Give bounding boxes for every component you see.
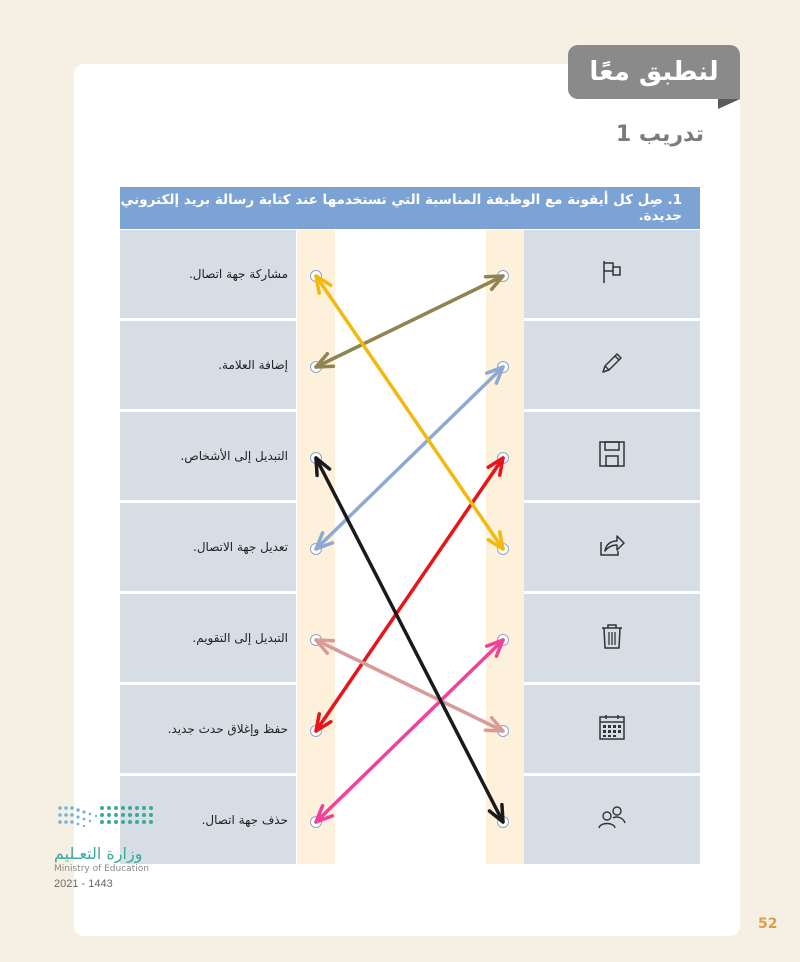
matching-table: [120, 230, 700, 864]
function-label: مشاركة جهة اتصال.: [188, 267, 288, 281]
function-cell: [120, 230, 296, 318]
matching-row: [120, 412, 700, 502]
icon-dot[interactable]: [497, 543, 509, 555]
icon-cell: [524, 685, 700, 773]
matching-row: [120, 776, 700, 866]
function-cell: [120, 321, 296, 409]
matching-row: [120, 594, 700, 684]
function-cell: [120, 594, 296, 682]
people-icon: [596, 804, 628, 836]
ministry-logo-mark: [54, 800, 154, 834]
icon-dot[interactable]: [497, 634, 509, 646]
page-number: 52: [758, 916, 778, 932]
function-dot[interactable]: [310, 816, 322, 828]
ribbon-fold: [718, 99, 740, 109]
function-cell: [120, 503, 296, 591]
matching-row: [120, 230, 700, 320]
icon-cell: [524, 503, 700, 591]
ministry-name-arabic: وزارة التعـليم: [54, 844, 143, 863]
matching-row: [120, 321, 700, 411]
save-icon: [597, 439, 627, 473]
function-label: تعديل جهة الاتصال.: [193, 540, 288, 554]
function-dot[interactable]: [310, 543, 322, 555]
icon-cell: [524, 594, 700, 682]
pencil-icon: [598, 349, 626, 381]
function-label: إضافة العلامة.: [218, 358, 288, 372]
function-label: التبديل إلى الأشخاص.: [180, 449, 288, 463]
matching-row: [120, 685, 700, 775]
function-cell: [120, 412, 296, 500]
icon-cell: [524, 776, 700, 864]
function-dot[interactable]: [310, 725, 322, 737]
instruction-text: 1. صِل كل أيقونة مع الوظيفة المناسبة التي تستخدمها عند كتابة رسالة بريد إلكتروني جديدة.: [120, 192, 682, 224]
icon-cell: [524, 321, 700, 409]
function-label: حفظ وإغلاق حدث جديد.: [167, 722, 288, 736]
icon-cell: [524, 230, 700, 318]
trash-icon: [598, 621, 626, 655]
icon-dot[interactable]: [497, 452, 509, 464]
flag-icon: [598, 258, 626, 290]
icon-dot[interactable]: [497, 816, 509, 828]
function-dot[interactable]: [310, 270, 322, 282]
share-icon: [597, 530, 627, 564]
function-label: التبديل إلى التقويم.: [192, 631, 288, 645]
function-dot[interactable]: [310, 452, 322, 464]
instruction-bar: [120, 187, 700, 229]
icon-dot[interactable]: [497, 725, 509, 737]
matching-row: [120, 503, 700, 593]
section-ribbon: [568, 45, 740, 99]
icon-dot[interactable]: [497, 270, 509, 282]
exercise-title: تدريب 1: [615, 122, 704, 147]
calendar-icon: [597, 712, 627, 746]
ministry-name-english: Ministry of Education: [54, 864, 149, 874]
icon-cell: [524, 412, 700, 500]
function-dot[interactable]: [310, 634, 322, 646]
function-cell: [120, 685, 296, 773]
ministry-year: 2021 - 1443: [54, 878, 113, 890]
icon-dot[interactable]: [497, 361, 509, 373]
ribbon-title: لنطبق معًا: [589, 57, 719, 87]
function-label: حذف جهة اتصال.: [201, 813, 288, 827]
function-dot[interactable]: [310, 361, 322, 373]
